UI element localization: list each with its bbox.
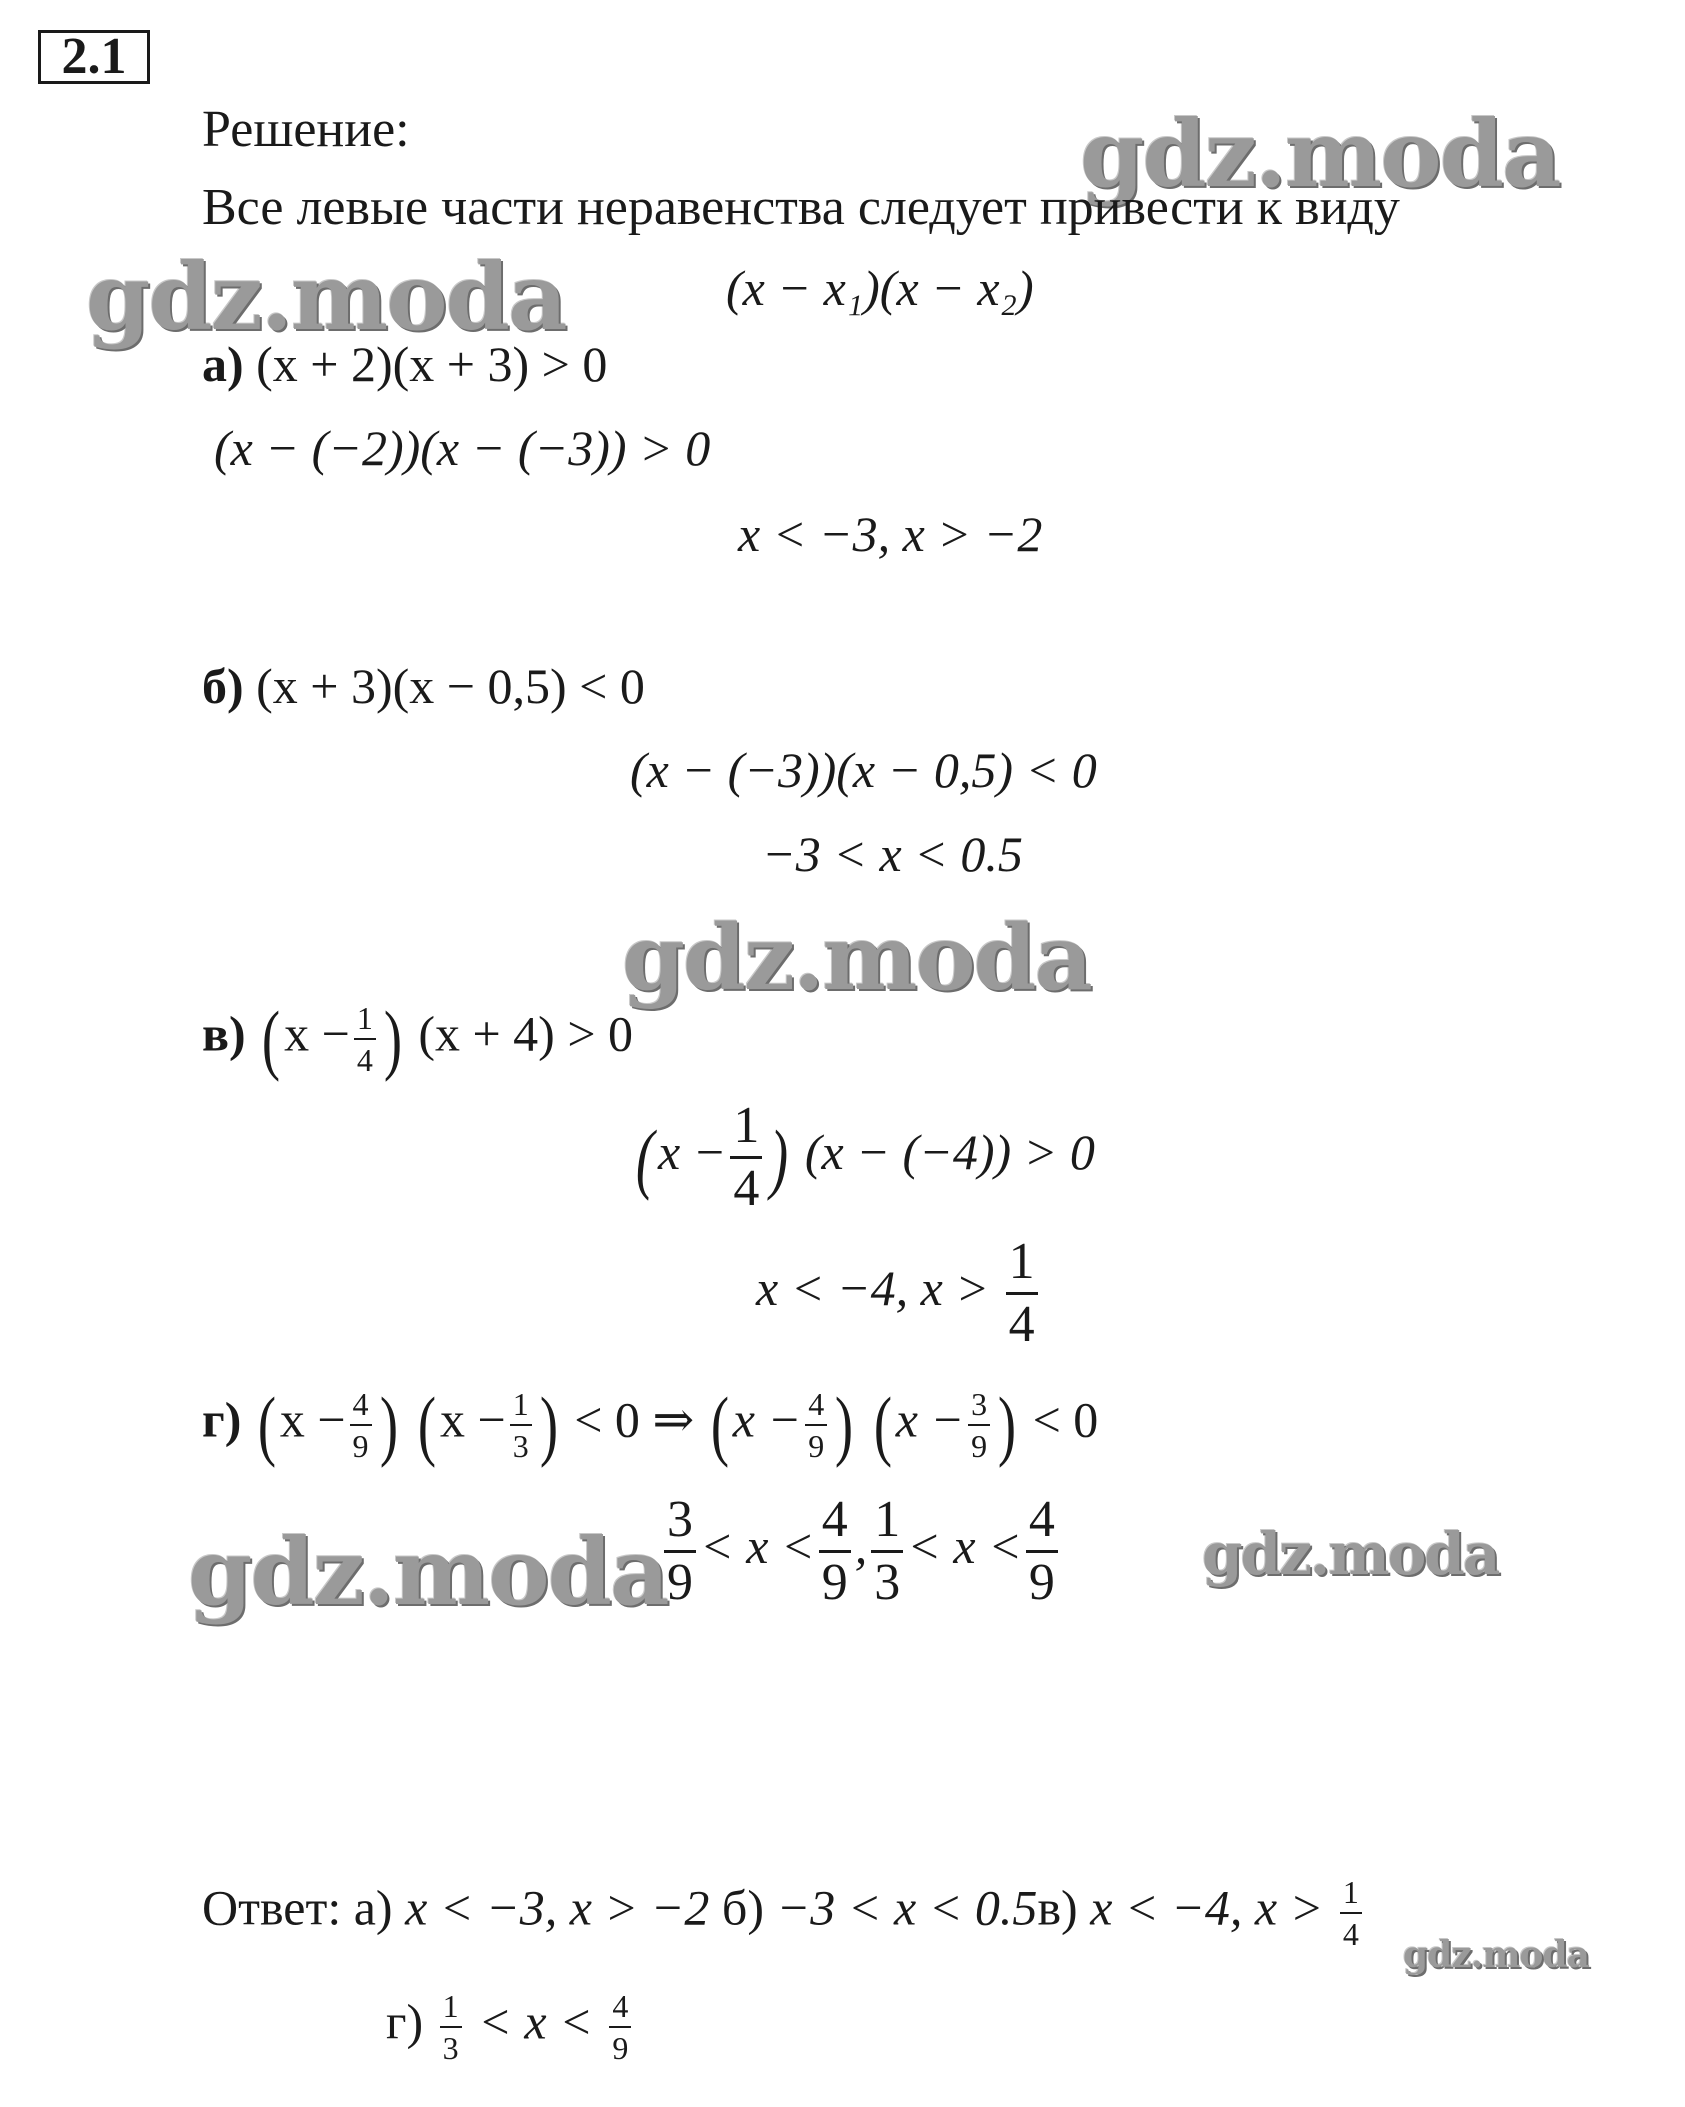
part-b-label: б) [202, 658, 244, 714]
watermark: gdz.moda [1403, 1934, 1589, 1976]
watermark: gdz.moda [1080, 100, 1560, 208]
fraction: $\frac{4}{9}$ [350, 1388, 372, 1462]
part-b-solution: −3 < x < 0.5 [762, 826, 1023, 882]
close-paren: ) [835, 1381, 854, 1468]
x-minus: x − [732, 1391, 802, 1448]
fraction: $\frac{1}{4}$ [730, 1100, 762, 1215]
watermark: gdz.moda [622, 905, 1091, 1011]
answer-g: < x < [478, 1993, 593, 2050]
part-a-original [202, 334, 607, 394]
part-a-inequality: (x + 2)(x + 3) > 0 [256, 336, 608, 392]
watermark: gdz.moda [86, 243, 566, 351]
part-v-x-minus: x − [284, 1005, 350, 1062]
answer-v: x < −4, x > [1090, 1879, 1324, 1936]
open-paren: ( [710, 1381, 729, 1468]
part-v-solution [756, 1233, 1042, 1353]
open-paren: ( [635, 1113, 655, 1201]
x-minus: x − [895, 1391, 965, 1448]
comma: , [854, 1517, 868, 1574]
close-paren: ) [770, 1113, 789, 1201]
answer-g-label: г) [386, 1993, 424, 2050]
problem-number: 2.1 [38, 30, 150, 84]
part-b-rewritten: (x − (−3))(x − 0,5) < 0 [630, 742, 1097, 798]
fraction: $\frac{1}{4}$ [354, 1002, 376, 1076]
part-a-solution: x < −3, x > −2 [738, 506, 1043, 562]
close-paren: ) [539, 1381, 558, 1468]
answer-a-label: а) [353, 1879, 393, 1936]
open-paren: ( [257, 1381, 276, 1468]
part-a-label: а) [202, 336, 244, 392]
answer-b-label: б) [721, 1879, 765, 1936]
fraction: $\frac{1}{3}$ [871, 1494, 903, 1609]
part-v-rw-x-minus: x − [657, 1123, 727, 1180]
watermark: gdz.moda [188, 1518, 668, 1626]
fraction: $\frac{3}{9}$ [664, 1494, 696, 1609]
fraction: $\frac{4}{9}$ [819, 1494, 851, 1609]
implies: < 0 ⇒ [574, 1391, 695, 1448]
fraction: $\frac{1}{4}$ [1340, 1876, 1362, 1950]
intro-text: Все левые части неравенства следует привести к виду [202, 179, 1400, 236]
open-paren: ( [873, 1381, 892, 1468]
part-g-original [202, 1381, 1099, 1468]
part-b-inequality: (x + 3)(x − 0,5) < 0 [256, 658, 645, 714]
fraction: $\frac{1}{4}$ [1006, 1236, 1038, 1351]
fraction: $\frac{1}{3}$ [510, 1388, 532, 1462]
part-g-solution [660, 1491, 1062, 1611]
watermark: gdz.moda [1202, 1520, 1499, 1588]
answer-v-label: в) [1037, 1879, 1078, 1936]
part-g-label: г) [202, 1391, 242, 1448]
x-minus: x − [279, 1391, 346, 1448]
close-paren: ) [383, 995, 402, 1082]
part-v-suffix: (x + 4) > 0 [418, 1005, 634, 1062]
x-minus: x − [440, 1391, 506, 1448]
answer-label: Ответ: [202, 1879, 342, 1936]
answer-line-2 [386, 1990, 635, 2064]
part-v-original [202, 995, 634, 1082]
open-paren: ( [262, 995, 281, 1082]
part-v-rw-suffix: (x − (−4)) > 0 [804, 1123, 1095, 1180]
fraction: $\frac{4}{9}$ [609, 1990, 631, 2064]
fraction: $\frac{4}{9}$ [1026, 1494, 1058, 1609]
lt-x-lt: < x < [700, 1517, 815, 1574]
open-paren: ( [417, 1381, 437, 1468]
part-a-rewritten: (x − (−2))(x − (−3)) > 0 [214, 420, 711, 476]
close-paren: ) [998, 1381, 1017, 1468]
fraction: $\frac{3}{9}$ [968, 1388, 990, 1462]
part-v-sol-text: x < −4, x > [756, 1259, 990, 1316]
part-v-rewritten [632, 1097, 1095, 1217]
part-b-original [202, 656, 645, 716]
answer-b: −3 < x < 0.5 [776, 1879, 1038, 1936]
answer-line-1 [202, 1876, 1366, 1950]
answer-a: x < −3, x > −2 [405, 1879, 710, 1936]
fraction: $\frac{1}{3}$ [440, 1990, 462, 2064]
general-form: (x − x₁)(x − x₂) [726, 260, 1034, 316]
close-paren: ) [379, 1381, 398, 1468]
part-v-label: в) [202, 1005, 246, 1062]
lt-x-lt: < x < [907, 1517, 1022, 1574]
fraction: $\frac{4}{9}$ [805, 1388, 827, 1462]
solution-heading: Решение: [202, 101, 410, 158]
less-than-zero: < 0 [1032, 1391, 1099, 1448]
